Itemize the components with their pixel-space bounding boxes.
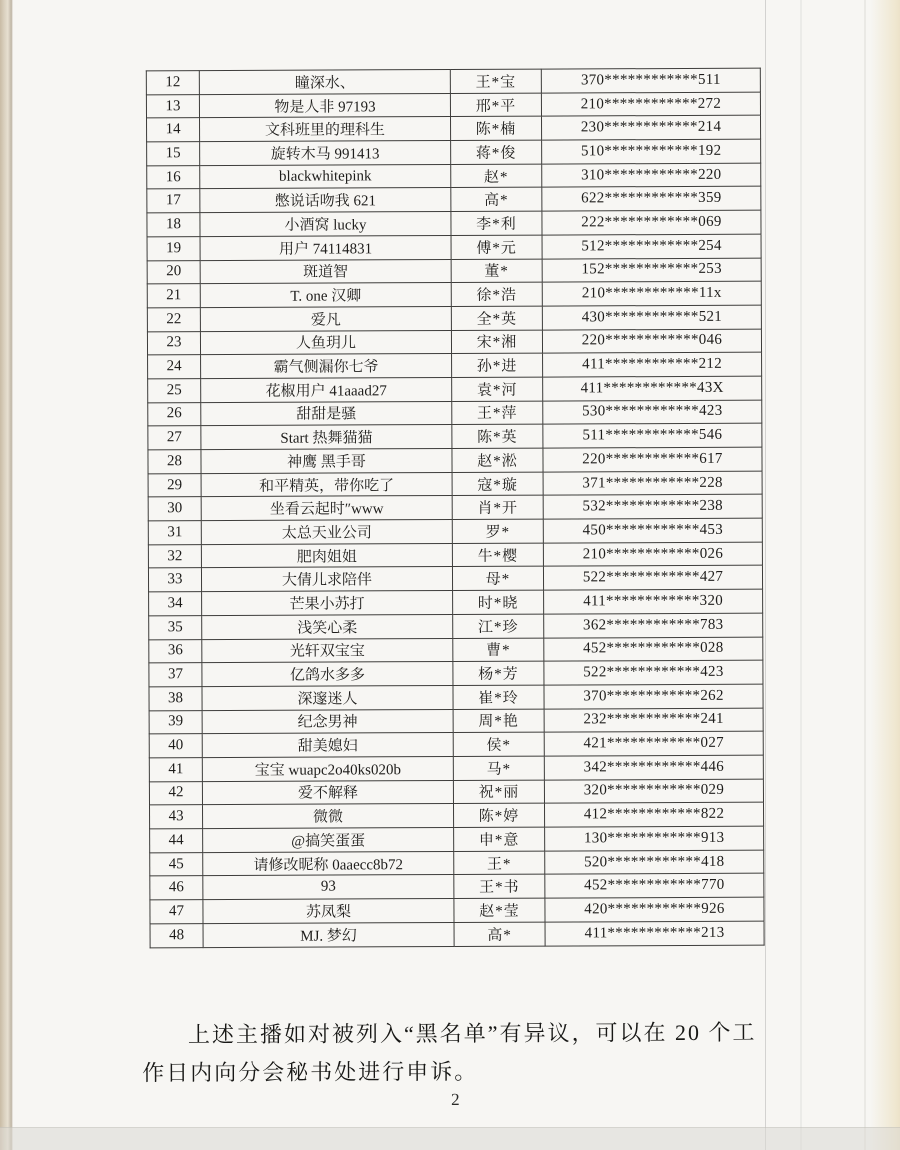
row-name-cell: 徐*浩 — [451, 282, 542, 306]
table-row — [150, 802, 764, 828]
table-row — [149, 731, 763, 757]
table-row — [148, 447, 762, 473]
table-row — [147, 210, 761, 236]
row-id-cell: 370************511 — [541, 68, 760, 93]
row-number-cell: 31 — [148, 521, 201, 545]
row-id-cell: 220************046 — [542, 329, 761, 354]
row-name-cell: 罗* — [452, 519, 543, 543]
row-id-cell: 220************617 — [543, 447, 762, 472]
row-id-cell: 622************359 — [542, 187, 761, 212]
row-id-cell: 522************423 — [544, 660, 763, 685]
row-nickname-cell: 小酒窝 lucky — [200, 212, 451, 237]
row-nickname-cell: 花椒用户 41aaad27 — [201, 377, 452, 402]
table-row — [147, 187, 761, 213]
row-name-cell: 肖*开 — [452, 495, 543, 519]
table-row — [148, 566, 762, 592]
row-nickname-cell: 纪念男神 — [202, 709, 453, 734]
row-id-cell: 320************029 — [544, 779, 763, 804]
row-number-cell: 35 — [149, 615, 202, 639]
table-row — [147, 305, 761, 331]
row-name-cell: 周*艳 — [453, 709, 544, 733]
row-id-cell: 371************228 — [543, 471, 762, 496]
row-nickname-cell: 深邃迷人 — [202, 685, 453, 710]
table-row — [150, 921, 764, 948]
row-name-cell: 袁*河 — [452, 377, 543, 401]
table-row — [150, 874, 764, 900]
row-nickname-cell: 光轩双宝宝 — [202, 638, 453, 663]
row-number-cell: 27 — [148, 426, 201, 450]
row-name-cell: 母* — [452, 567, 543, 591]
table-row — [149, 779, 763, 805]
row-number-cell: 17 — [147, 189, 200, 213]
row-nickname-cell: 亿鸽水多多 — [202, 662, 453, 687]
row-nickname-cell: 苏凤梨 — [203, 899, 454, 924]
table-row — [149, 589, 763, 615]
row-number-cell: 40 — [149, 734, 202, 758]
row-nickname-cell: 浅笑心柔 — [202, 614, 453, 639]
row-nickname-cell: 微微 — [203, 804, 454, 829]
row-number-cell: 42 — [149, 781, 202, 805]
row-name-cell: 王*宝 — [450, 69, 541, 93]
row-number-cell: 29 — [148, 473, 201, 497]
row-name-cell: 牛*樱 — [452, 543, 543, 567]
row-name-cell: 时*晓 — [453, 590, 544, 614]
row-id-cell: 512************254 — [542, 234, 761, 259]
table-row — [149, 755, 763, 781]
row-id-cell: 362************783 — [544, 613, 763, 638]
row-nickname-cell: 肥肉姐姐 — [201, 543, 452, 568]
row-name-cell: 马* — [453, 756, 544, 780]
row-nickname-cell: 宝宝 wuapc2o40ks020b — [202, 756, 453, 781]
row-number-cell: 36 — [149, 639, 202, 663]
row-number-cell: 13 — [146, 94, 199, 118]
table-row — [147, 329, 761, 355]
row-number-cell: 37 — [149, 663, 202, 687]
row-name-cell: 申*意 — [454, 827, 545, 851]
table-row — [148, 352, 762, 378]
row-number-cell: 23 — [147, 331, 200, 355]
table-row — [150, 897, 764, 923]
row-number-cell: 41 — [149, 758, 202, 782]
row-id-cell: 530************423 — [543, 400, 762, 425]
table-row — [149, 613, 763, 639]
table-row — [148, 542, 762, 568]
table-row — [147, 258, 761, 284]
row-name-cell: 赵*莹 — [454, 898, 545, 922]
row-nickname-cell: 霸气侧漏你七爷 — [201, 354, 452, 379]
row-number-cell: 16 — [147, 165, 200, 189]
table-body — [146, 68, 764, 948]
row-name-cell: 陈*楠 — [451, 116, 542, 140]
row-nickname-cell: 爱不解释 — [202, 780, 453, 805]
row-nickname-cell: 人鱼玥儿 — [200, 330, 451, 355]
row-id-cell: 450************453 — [543, 518, 762, 543]
row-id-cell: 411************43X — [543, 376, 762, 401]
row-number-cell: 39 — [149, 710, 202, 734]
table-row — [149, 637, 763, 663]
row-number-cell: 44 — [150, 829, 203, 853]
row-number-cell: 20 — [147, 260, 200, 284]
row-id-cell: 511************546 — [543, 423, 762, 448]
row-nickname-cell: MJ. 梦幻 — [203, 922, 454, 947]
row-name-cell: 曹* — [453, 638, 544, 662]
row-number-cell: 14 — [147, 118, 200, 142]
row-id-cell: 222************069 — [542, 210, 761, 235]
page-number: 2 — [450, 1089, 460, 1110]
row-nickname-cell: 太总天业公司 — [201, 520, 452, 545]
table-row — [148, 400, 762, 426]
row-number-cell: 32 — [148, 544, 201, 568]
row-number-cell: 24 — [148, 355, 201, 379]
table-row — [147, 234, 761, 260]
row-id-cell: 411************320 — [544, 589, 763, 614]
table-row — [147, 163, 761, 189]
table-row — [148, 495, 762, 521]
row-nickname-cell: blackwhitepink — [200, 164, 451, 189]
row-nickname-cell: 神鹰 黑手哥 — [201, 448, 452, 473]
row-name-cell: 傅*元 — [451, 235, 542, 259]
row-nickname-cell: Start 热舞猫猫 — [201, 425, 452, 450]
row-nickname-cell: T. one 汉卿 — [200, 283, 451, 308]
row-nickname-cell: 坐看云起时″www — [201, 496, 452, 521]
table-row — [148, 376, 762, 402]
row-number-cell: 18 — [147, 213, 200, 237]
row-number-cell: 33 — [148, 568, 201, 592]
row-number-cell: 12 — [146, 71, 199, 95]
table-row — [147, 281, 761, 307]
table-row — [149, 708, 763, 734]
row-number-cell: 38 — [149, 686, 202, 710]
row-name-cell: 蒋*俊 — [451, 140, 542, 164]
row-id-cell: 210************11x — [542, 281, 761, 306]
table-row — [148, 518, 762, 544]
row-id-cell: 420************926 — [545, 897, 764, 922]
row-name-cell: 高* — [454, 922, 545, 947]
row-nickname-cell: 旋转木马 991413 — [200, 141, 451, 166]
row-number-cell: 19 — [147, 236, 200, 260]
row-id-cell: 232************241 — [544, 708, 763, 733]
row-name-cell: 王* — [454, 851, 545, 875]
row-id-cell: 510************192 — [542, 139, 761, 164]
row-name-cell: 王*书 — [454, 874, 545, 898]
row-number-cell: 25 — [148, 379, 201, 403]
row-name-cell: 祝*丽 — [453, 780, 544, 804]
table-row — [148, 423, 762, 449]
row-name-cell: 杨*芳 — [453, 661, 544, 685]
row-id-cell: 532************238 — [543, 495, 762, 520]
row-id-cell: 411************212 — [543, 352, 762, 377]
table-row — [150, 826, 764, 852]
row-number-cell: 21 — [147, 284, 200, 308]
table-row — [149, 684, 763, 710]
row-id-cell: 411************213 — [545, 921, 764, 946]
row-id-cell: 230************214 — [542, 116, 761, 141]
row-number-cell: 43 — [150, 805, 203, 829]
row-name-cell: 王*萍 — [452, 401, 543, 425]
row-name-cell: 孙*进 — [452, 353, 543, 377]
table-row — [146, 68, 760, 94]
row-number-cell: 26 — [148, 402, 201, 426]
row-name-cell: 侯* — [453, 732, 544, 756]
row-number-cell: 45 — [150, 852, 203, 876]
row-nickname-cell: 甜甜是骚 — [201, 401, 452, 426]
row-nickname-cell: 93 — [203, 875, 454, 900]
row-nickname-cell: @搞笑蛋蛋 — [203, 827, 454, 852]
row-name-cell: 江*珍 — [453, 614, 544, 638]
row-id-cell: 310************220 — [542, 163, 761, 188]
row-name-cell: 李*利 — [451, 211, 542, 235]
row-name-cell: 陈*婷 — [453, 803, 544, 827]
table-row — [150, 850, 764, 876]
row-nickname-cell: 大倩儿求陪伴 — [201, 567, 452, 592]
row-nickname-cell: 憋说话吻我 621 — [200, 188, 451, 213]
row-name-cell: 赵*淞 — [452, 448, 543, 472]
row-name-cell: 董* — [451, 259, 542, 283]
row-nickname-cell: 用户 74114831 — [200, 235, 451, 260]
row-id-cell: 421************027 — [544, 731, 763, 756]
table-row — [148, 471, 762, 497]
row-name-cell: 高* — [451, 188, 542, 212]
row-nickname-cell: 瞳深水、 — [199, 69, 450, 94]
row-nickname-cell: 文科班里的理科生 — [200, 117, 451, 142]
row-number-cell: 47 — [150, 900, 203, 924]
row-id-cell: 522************427 — [543, 566, 762, 591]
table-row — [146, 92, 760, 118]
row-id-cell: 452************770 — [545, 874, 764, 899]
row-id-cell: 370************262 — [544, 684, 763, 709]
table-row — [149, 660, 763, 686]
table-row — [147, 116, 761, 142]
row-id-cell: 210************026 — [543, 542, 762, 567]
row-id-cell: 452************028 — [544, 637, 763, 662]
row-id-cell: 430************521 — [542, 305, 761, 330]
row-number-cell: 30 — [148, 497, 201, 521]
row-id-cell: 210************272 — [541, 92, 760, 117]
row-name-cell: 赵* — [451, 164, 542, 188]
row-nickname-cell: 斑道智 — [200, 259, 451, 284]
row-number-cell: 34 — [149, 592, 202, 616]
row-name-cell: 邢*平 — [450, 93, 541, 117]
row-name-cell: 全*英 — [451, 306, 542, 330]
appeal-note: 上述主播如对被列入“黑名单”有异议，可以在 20 个工作日内向分会秘书处进行申诉。 — [142, 1019, 757, 1086]
row-nickname-cell: 芒果小苏打 — [202, 591, 453, 616]
row-name-cell: 寇*璇 — [452, 472, 543, 496]
table-row — [147, 139, 761, 165]
row-name-cell: 崔*玲 — [453, 685, 544, 709]
row-number-cell: 22 — [147, 307, 200, 331]
row-id-cell: 412************822 — [544, 802, 763, 827]
row-nickname-cell: 和平精英，带你吃了 — [201, 472, 452, 497]
row-id-cell: 342************446 — [544, 755, 763, 780]
row-number-cell: 48 — [150, 923, 203, 947]
row-nickname-cell: 爱凡 — [200, 306, 451, 331]
row-number-cell: 28 — [148, 450, 201, 474]
row-number-cell: 46 — [150, 876, 203, 900]
row-name-cell: 陈*英 — [452, 424, 543, 448]
row-nickname-cell: 甜美媳妇 — [202, 733, 453, 758]
row-id-cell: 130************913 — [545, 826, 764, 851]
row-id-cell: 520************418 — [545, 850, 764, 875]
row-number-cell: 15 — [147, 142, 200, 166]
row-nickname-cell: 物是人非 97193 — [199, 93, 450, 118]
blacklist-table — [146, 68, 765, 949]
row-name-cell: 宋*湘 — [451, 330, 542, 354]
row-id-cell: 152************253 — [542, 258, 761, 283]
row-nickname-cell: 请修改昵称 0aaecc8b72 — [203, 851, 454, 876]
